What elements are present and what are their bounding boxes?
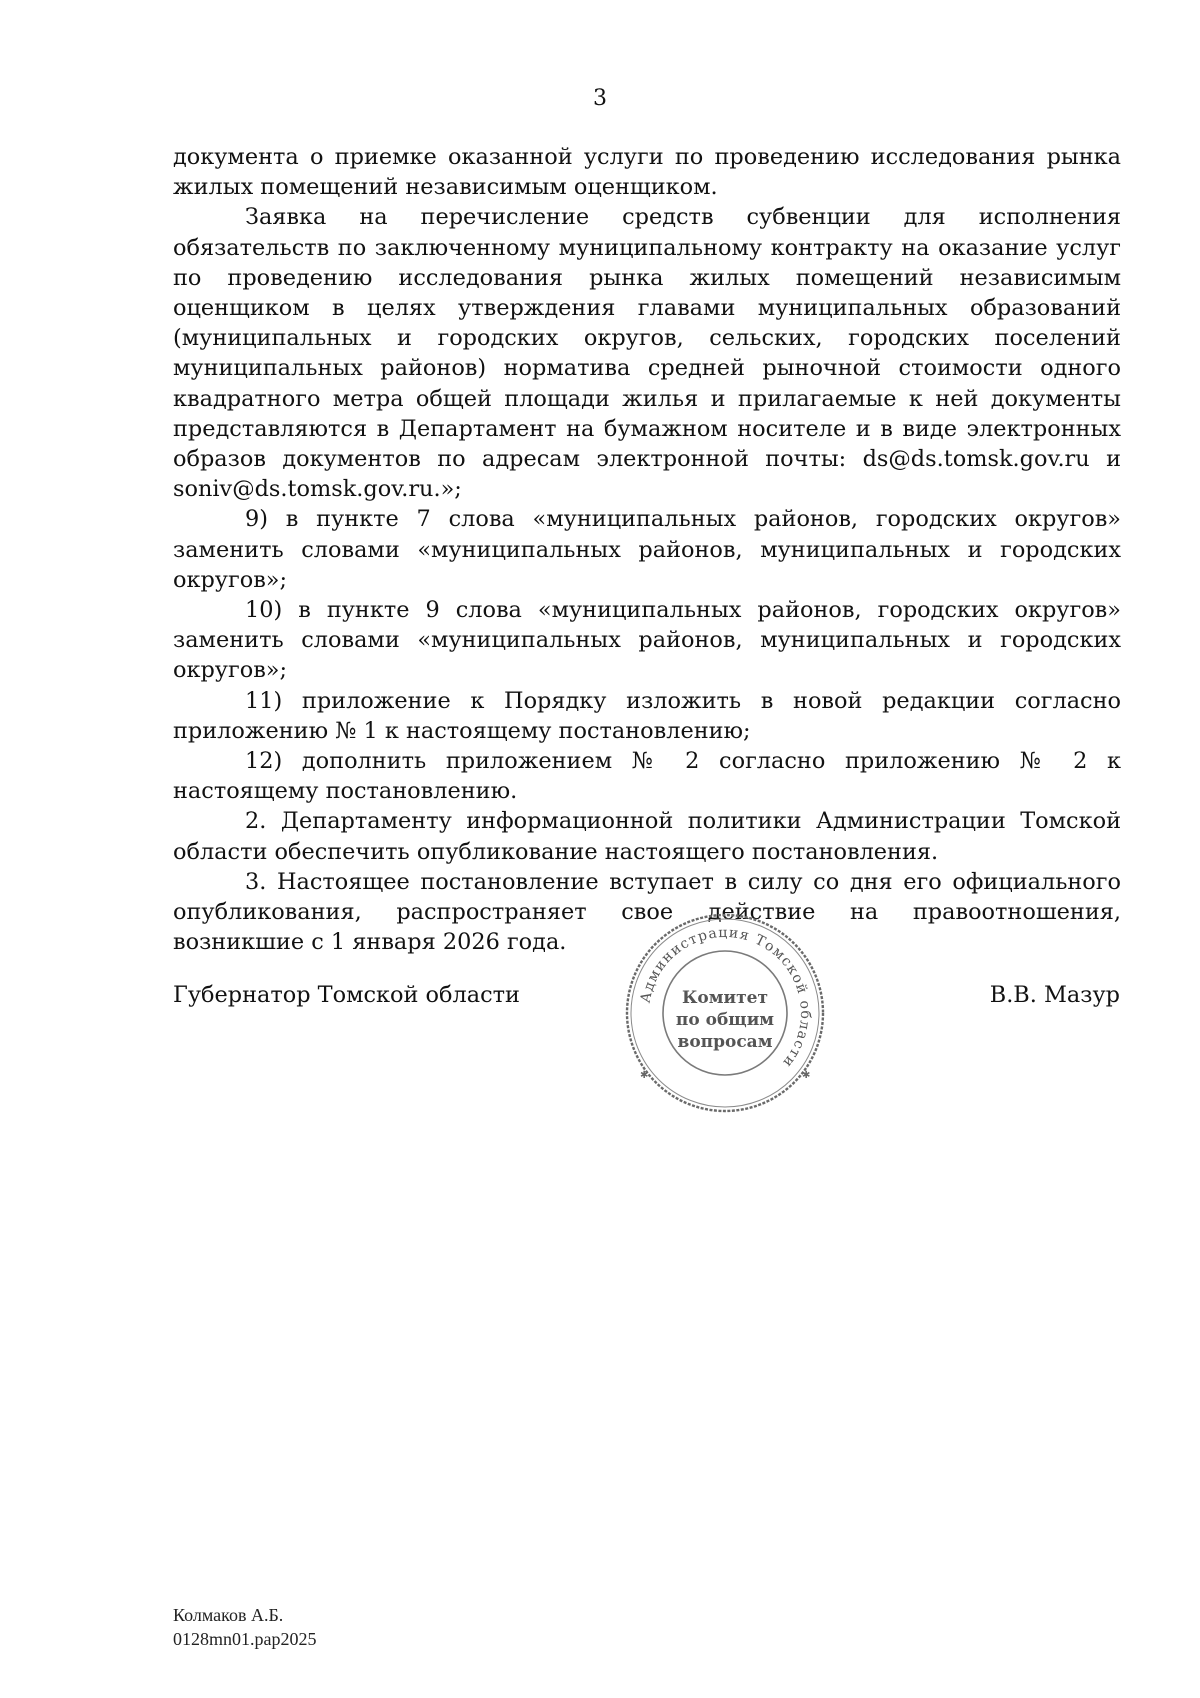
paragraph-continuation: документа о приемке оказанной услуги по проведению исследования рынка жилых помещений независимым оценщиком.	[173, 144, 1121, 201]
seal-ring-text: Администрация Томской области	[637, 924, 814, 1071]
seal-center-line-2: по общим	[675, 1010, 775, 1030]
paragraph-application: Заявка на перечисление средств субвенции для исполнения обязательств по заключенному муниципальному контракту на оказание услуг по проведению исследования рынка жилых помещений независимым оценщиком в целях утверждения главами муниципальных образований (муниципальных и городских округов, сельских, городских поселений муниципальных районов) норматива средней рыночной стоимости одного квадратного метра общей площади жилья и прилагаемые к ней документы представляются в Департамент на бумажном носителе и в виде электронных образов документов по адресам электронной почты: ds@ds.tomsk.gov.ru и soniv@ds.tomsk.gov.ru.»;	[173, 204, 1121, 503]
paragraph-clause-2: 2. Департаменту информационной политики Администрации Томской области обеспечить опубликование настоящего постановления.	[173, 808, 1121, 865]
document-body	[173, 142, 1121, 957]
seal-center-line-3: вопросам	[677, 1032, 773, 1052]
seal-star-left-icon: ✱	[640, 1070, 649, 1081]
footer-executor: Колмаков А.Б.	[173, 1605, 284, 1625]
seal-center-line-1: Комитет	[681, 988, 769, 1008]
paragraph-item-9: 9) в пункте 7 слова «муниципальных районов, городских округов» заменить словами «муниципальных районов, муниципальных и городских округов»;	[173, 506, 1121, 593]
paragraph-clause-3: 3. Настоящее постановление вступает в силу со дня его официального опубликования, распространяет свое действие на правоотношения, возникшие с 1 января 2026 года.	[173, 868, 1121, 956]
paragraph-item-11: 11) приложение к Порядку изложить в новой редакции согласно приложению № 1 к настоящему постановлению;	[173, 687, 1121, 744]
seal-star-right-icon: ✱	[802, 1070, 811, 1081]
signatory-name: В.В. Мазур	[989, 982, 1120, 1008]
signatory-position: Губернатор Томской области	[173, 982, 520, 1008]
official-seal	[620, 908, 830, 1118]
paragraph-item-12: 12) дополнить приложением № 2 согласно приложению № 2 к настоящему постановлению.	[173, 748, 1121, 805]
footer	[173, 1603, 317, 1651]
page-number: 3	[593, 86, 607, 111]
paragraph-item-10: 10) в пункте 9 слова «муниципальных районов, городских округов» заменить словами «муниципальных районов, муниципальных и городских округов»;	[173, 597, 1121, 684]
footer-file-code: 0128mn01.pap2025	[173, 1629, 317, 1649]
